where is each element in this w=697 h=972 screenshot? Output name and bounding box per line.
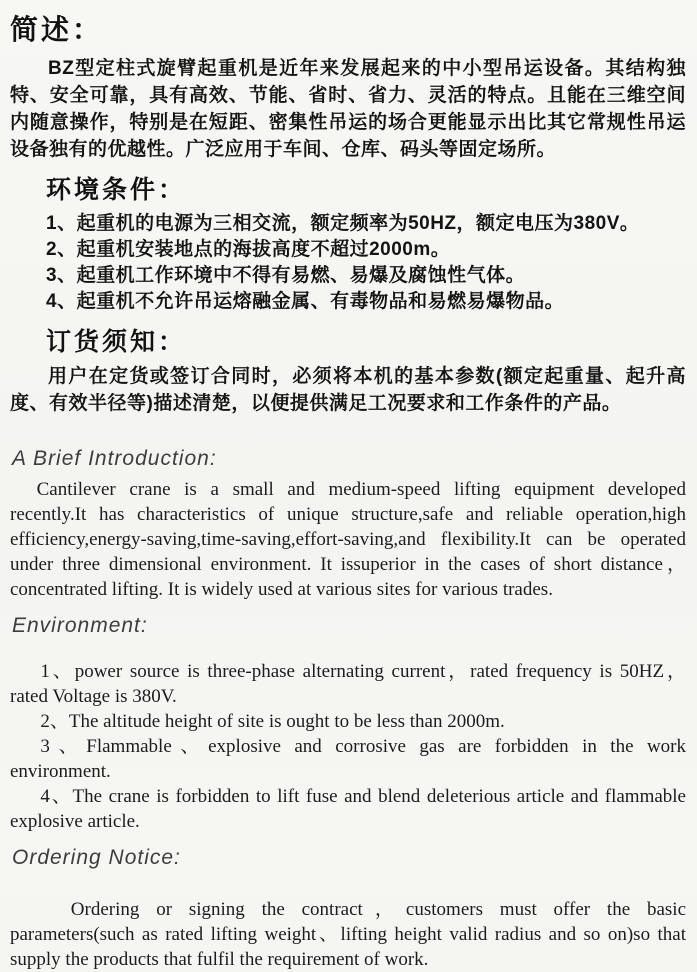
en-brief-paragraph: Cantilever crane is a small and medium-speed lifting equipment developed recently.It has characteristics of unique structure,safe and reliable operation,high efficiency,energy-saving,time-saving,effort-saving,and flexibility.It can be operated under three dimensional environment. It issuperior in the cases of short distance，concentrated lifting. It is widely used at various sites for various trades. — [10, 479, 686, 600]
cn-environment-item-4: 4、起重机不允许吊运熔融金属、有毒物品和易燃易爆物品。 — [46, 291, 565, 312]
cn-ordering-heading: 订货须知： — [46, 328, 187, 356]
cn-environment-item-1: 1、起重机的电源为三相交流，额定频率为50HZ，额定电压为380V。 — [46, 213, 640, 234]
en-environment-item-4: 4、The crane is forbidden to lift fuse and blend deleterious article and flammable explosive article. — [10, 786, 686, 832]
en-ordering-paragraph: Ordering or signing the contract，customers must offer the basic parameters(such as rated lifting weight、lifting height valid radius and so on)so that supply the products that fulfil the requirement of work. — [10, 899, 686, 970]
en-environment-list — [10, 659, 686, 834]
cn-brief-heading: 简述： — [10, 14, 104, 45]
cn-environment-item-3: 3、起重机工作环境中不得有易燃、易爆及腐蚀性气体。 — [46, 265, 526, 286]
en-environment-item-3: 3、Flammable、explosive and corrosive gas are forbidden in the work environment. — [10, 736, 686, 782]
cn-ordering-paragraph: 用户在定货或签订合同时，必须将本机的基本参数(额定起重量、起升高度、有效半径等)描述清楚，以便提供满足工况要求和工作条件的产品。 — [10, 366, 686, 414]
cn-environment-list — [10, 211, 686, 315]
en-environment-heading: Environment: — [12, 614, 148, 637]
cn-environment-heading: 环境条件： — [46, 176, 187, 204]
en-ordering-heading: Ordering Notice: — [12, 846, 181, 869]
en-environment-item-2: 2、The altitude height of site is ought to be less than 2000m. — [40, 711, 505, 732]
cn-environment-item-2: 2、起重机安装地点的海拔高度不超过2000m。 — [46, 239, 451, 260]
en-brief-heading: A Brief Introduction: — [12, 447, 217, 470]
cn-brief-paragraph: BZ型定柱式旋臂起重机是近年来发展起来的中小型吊运设备。其结构独特、安全可靠，具有高效、节能、省时、省力、灵活的特点。且能在三维空间内随意操作，特别是在短距、密集性吊运的场合更能显示出比其它常规性吊运设备独有的优越性。广泛应用于车间、仓库、码头等固定场所。 — [10, 58, 686, 160]
en-environment-item-1: 1、power source is three-phase alternating current，rated frequency is 50HZ，rated Voltage is 380V. — [10, 661, 686, 707]
